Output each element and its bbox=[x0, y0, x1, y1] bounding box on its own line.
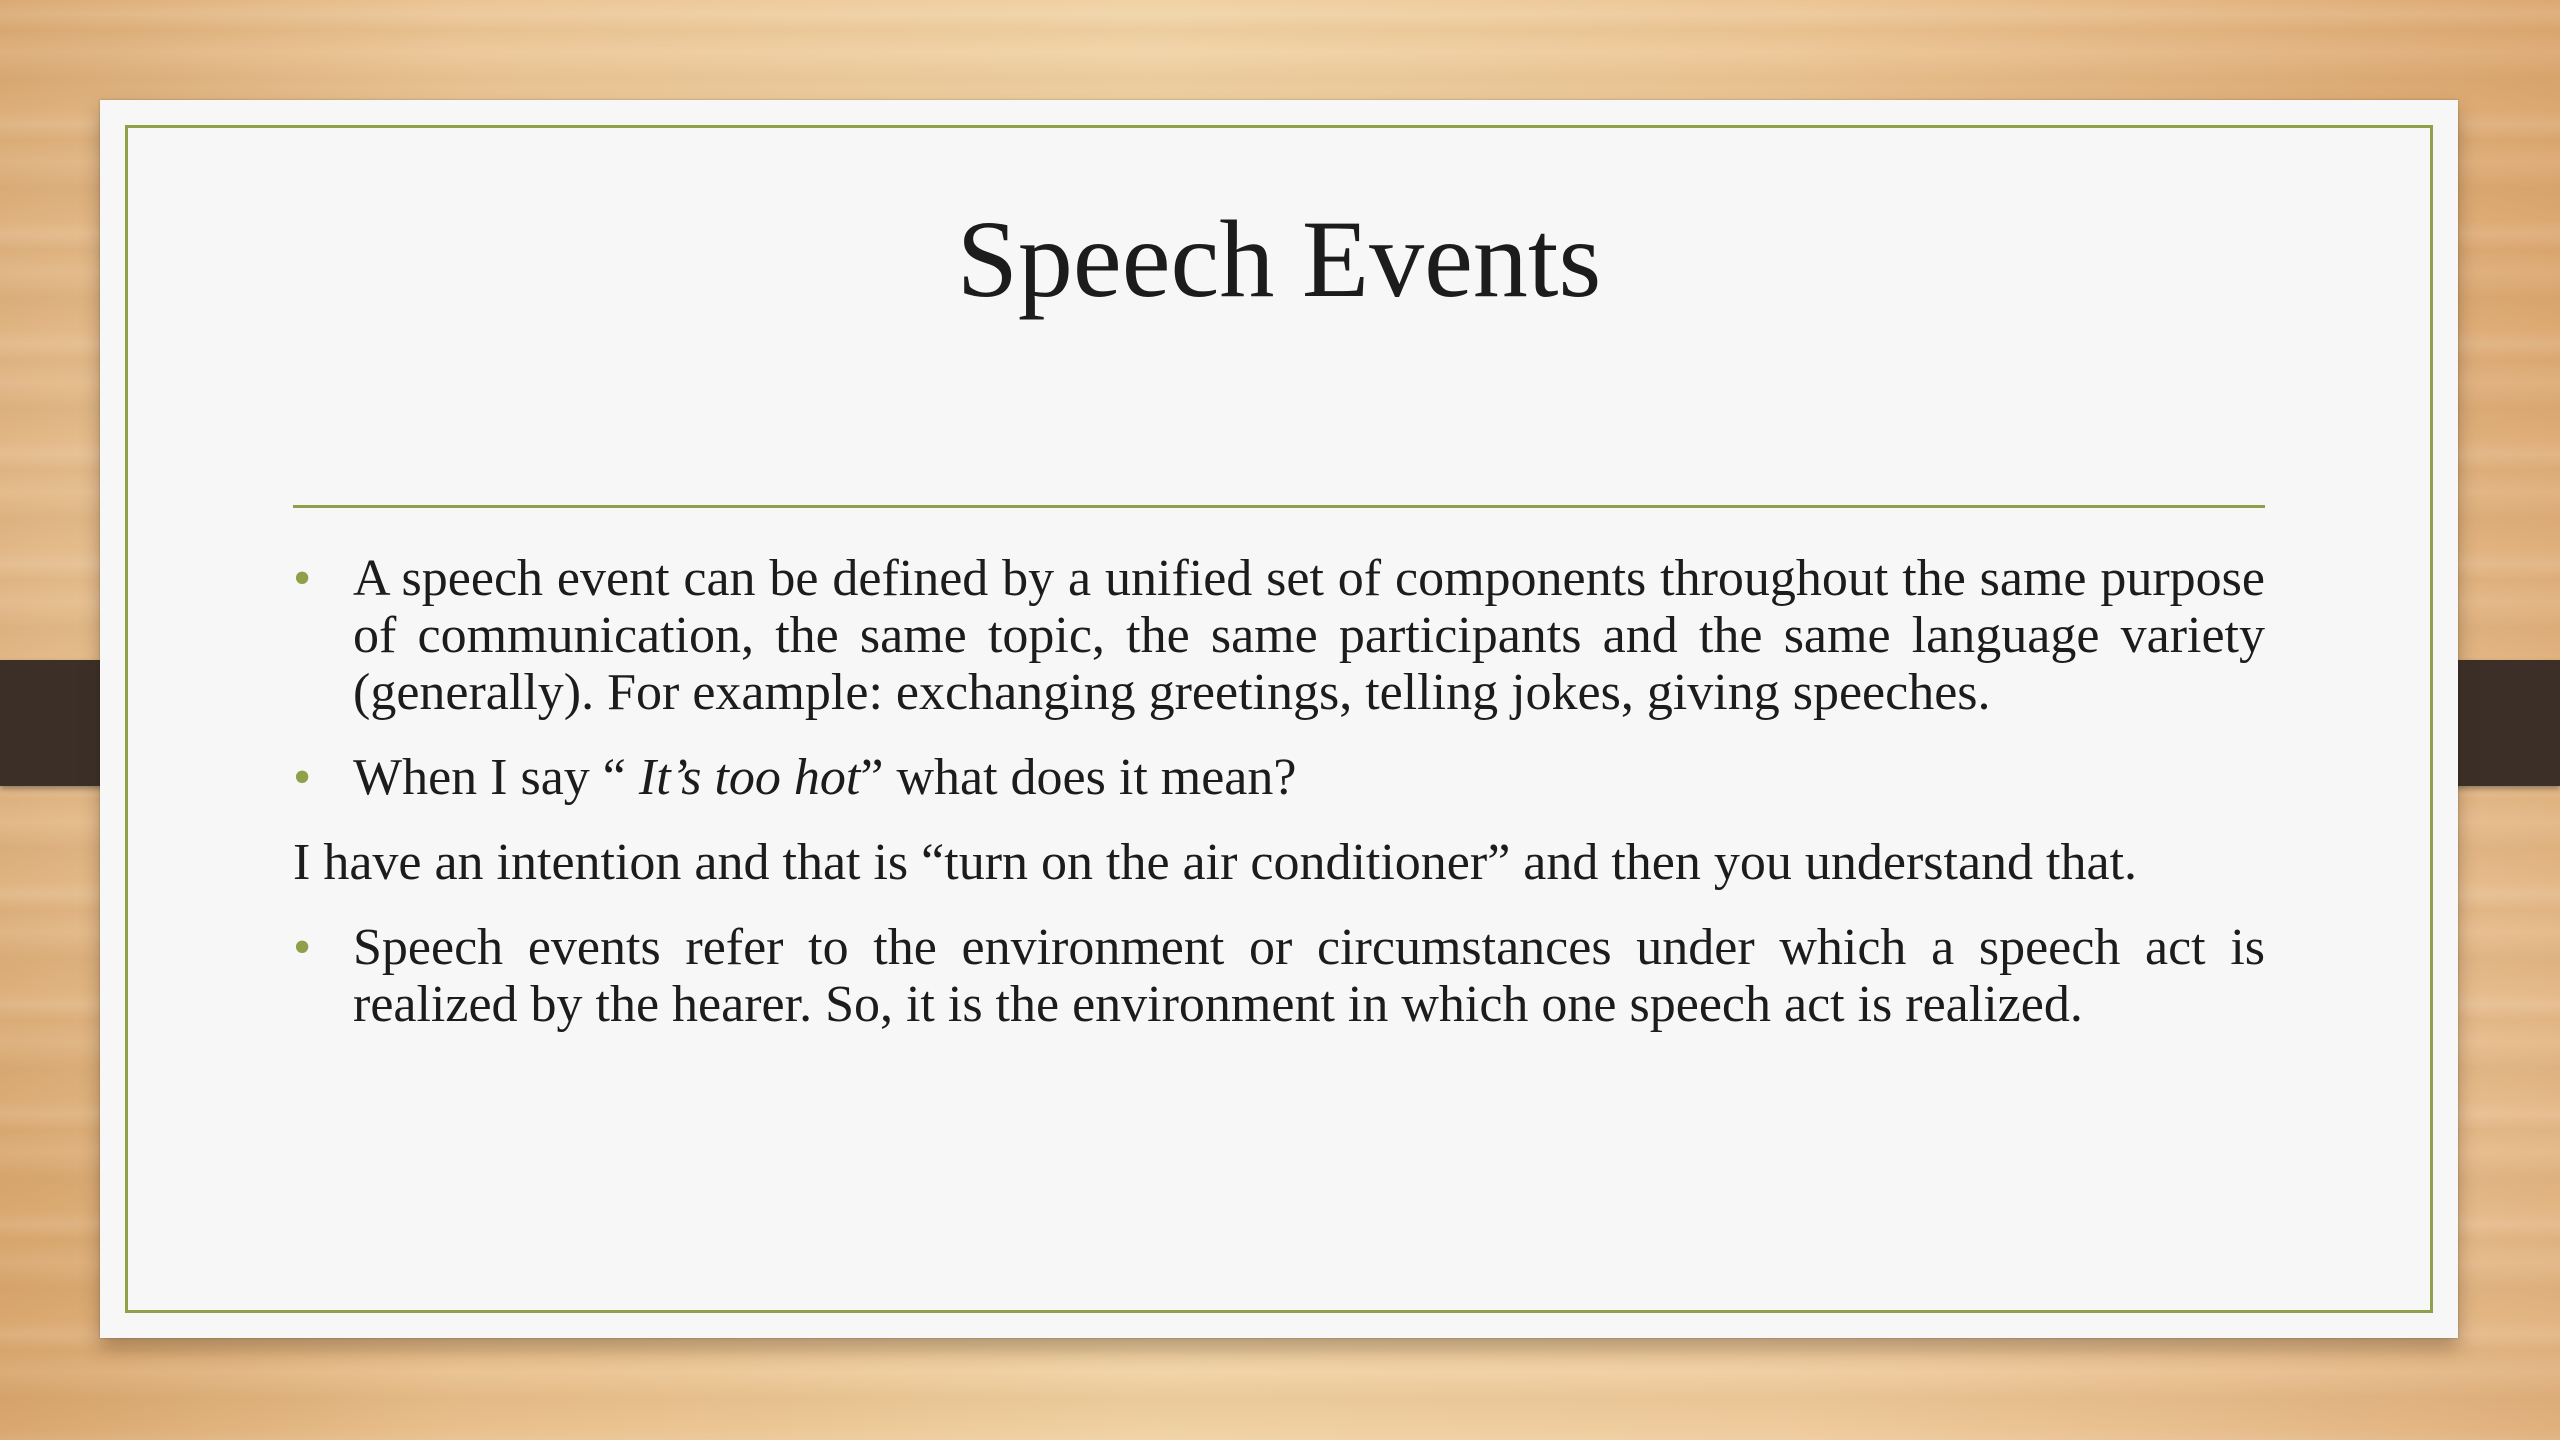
slide-content bbox=[293, 550, 2265, 1061]
bullet-text: Speech events refer to the environment or circumstances under which a speech act is realized by the hearer. So, it is the environment in which one speech act is realized. bbox=[353, 919, 2265, 1033]
bullet-item-environment bbox=[293, 919, 2265, 1033]
bullet-text-italic: It’s too hot bbox=[638, 749, 861, 806]
slide-card bbox=[100, 100, 2458, 1338]
bullet-icon: • bbox=[293, 749, 312, 806]
bullet-icon: • bbox=[293, 919, 312, 976]
bullet-item-question bbox=[293, 749, 2265, 806]
intention-paragraph: I have an intention and that is “turn on the air conditioner” and then you understand that. bbox=[293, 834, 2138, 891]
bullet-text-suffix: ” what does it mean? bbox=[860, 749, 1297, 806]
title-divider bbox=[293, 505, 2265, 508]
bullet-text-prefix: When I say “ bbox=[353, 749, 639, 806]
slide-title: Speech Events bbox=[956, 198, 1602, 320]
bullet-text: A speech event can be defined by a unified set of components throughout the same purpose of communication, the same topic, the same participants and the same language variety (generally). For example: exchanging greetings, telling jokes, giving speeches. bbox=[353, 550, 2265, 721]
bullet-item-definition bbox=[293, 550, 2265, 721]
bullet-icon: • bbox=[293, 550, 312, 607]
